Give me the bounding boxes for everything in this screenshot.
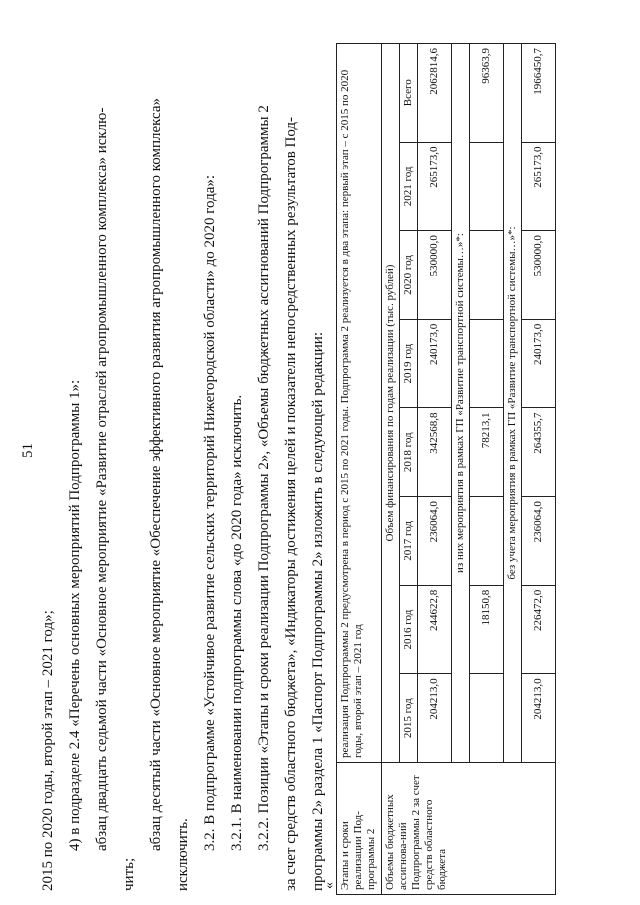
text-line: 3.2. В подпрограмме «Устойчивое развитие сельских территорий Нижегородской области» до 2020 года»: [202, 174, 218, 851]
table-cell: 264355,7 [522, 408, 556, 497]
table-cell: 204213,0 [522, 674, 556, 763]
table-cell [470, 497, 504, 586]
text-line: за счет средств областного бюджета», «Индикаторы достижения целей и показатели непосредственных результатов Под- [283, 116, 299, 891]
text-line: 4) в подразделе 2.4 «Перечень основных мероприятий Подпрограммы 1»: [67, 379, 83, 851]
text-line: 2015 по 2020 годы, второй этап – 2021 год»; [40, 610, 56, 891]
text-line: исключить. [175, 818, 191, 891]
table-cell: 2015 год [399, 674, 417, 763]
table-cell: 1966450,7 [522, 44, 556, 143]
table-cell: 530000,0 [417, 231, 451, 320]
table-cell: 265173,0 [522, 142, 556, 231]
table-cell: 2021 год [399, 142, 417, 231]
table-cell: 244622,8 [417, 585, 451, 674]
table-cell: 2062814,6 [417, 44, 451, 143]
table-cell: 2018 год [399, 408, 417, 497]
table-cell: Объемы бюджетных ассигнова-ний Подпрограммы 2 за счет средств областного бюджета [381, 763, 556, 895]
table-cell: Этапы и сроки реализации Под-программы 2 [337, 763, 382, 895]
opening-quote: « [322, 882, 337, 889]
table-cell: без учета мероприятия в рамках ГП «Развитие транспортной системы…»*: [504, 44, 522, 763]
text-line: 3.2.1. В наименовании подпрограммы слова «до 2020 года» исключить. [229, 394, 245, 851]
table-cell: 78213,1 [470, 408, 504, 497]
table-cell: Всего [399, 44, 417, 143]
table-cell [470, 319, 504, 408]
text-line: 3.2.2. Позиции «Этапы и сроки реализации Подпрограммы 2», «Объемы бюджетных ассигнований Подпрограммы 2 [256, 105, 272, 851]
table-cell: 226472,0 [522, 585, 556, 674]
text-line: абзац десятый части «Основное мероприятие «Обеспечение эффективного развития агропромышленного комплекса» [148, 97, 164, 851]
table-cell [470, 142, 504, 231]
passport-table [336, 43, 556, 895]
text-line: чить; [121, 857, 137, 891]
table-row [381, 44, 399, 895]
table-cell: 2019 год [399, 319, 417, 408]
table-cell: Объем финансирования по годам реализации (тыс. рублей) [381, 44, 399, 763]
table-cell: 236064,0 [522, 497, 556, 586]
table-cell: 18150,8 [470, 585, 504, 674]
table-cell: 530000,0 [522, 231, 556, 320]
table-cell: 2016 год [399, 585, 417, 674]
table-row [337, 44, 382, 895]
table-cell [470, 674, 504, 763]
table-cell: 204213,0 [417, 674, 451, 763]
text-line: абзац двадцать седьмой части «Основное мероприятие «Развитие отраслей агропромышленного комплекса» исклю- [94, 107, 110, 851]
table-cell: 240173,0 [522, 319, 556, 408]
table-cell: 2017 год [399, 497, 417, 586]
table-cell: 236064,0 [417, 497, 451, 586]
page-number: 51 [20, 443, 36, 458]
table-cell: из них мероприятия в рамках ГП «Развитие транспортной системы…»*: [451, 44, 469, 763]
table-cell: 342568,8 [417, 408, 451, 497]
text-line: программы 2» раздела 1 «Паспорт Подпрограммы 2» изложить в следующей редакции: [310, 331, 326, 891]
table-cell: 240173,0 [417, 319, 451, 408]
table-cell: реализация Подпрограммы 2 предусмотрена в период с 2015 по 2021 годы. Подпрограмма 2 реализуется в два этапа: первый этап – с 2015 по 2020 годы, второй этап – 2021 год [337, 44, 382, 763]
table-cell [470, 231, 504, 320]
table-cell: 2020 год [399, 231, 417, 320]
table-cell: 96363,9 [470, 44, 504, 143]
table-cell: 265173,0 [417, 142, 451, 231]
